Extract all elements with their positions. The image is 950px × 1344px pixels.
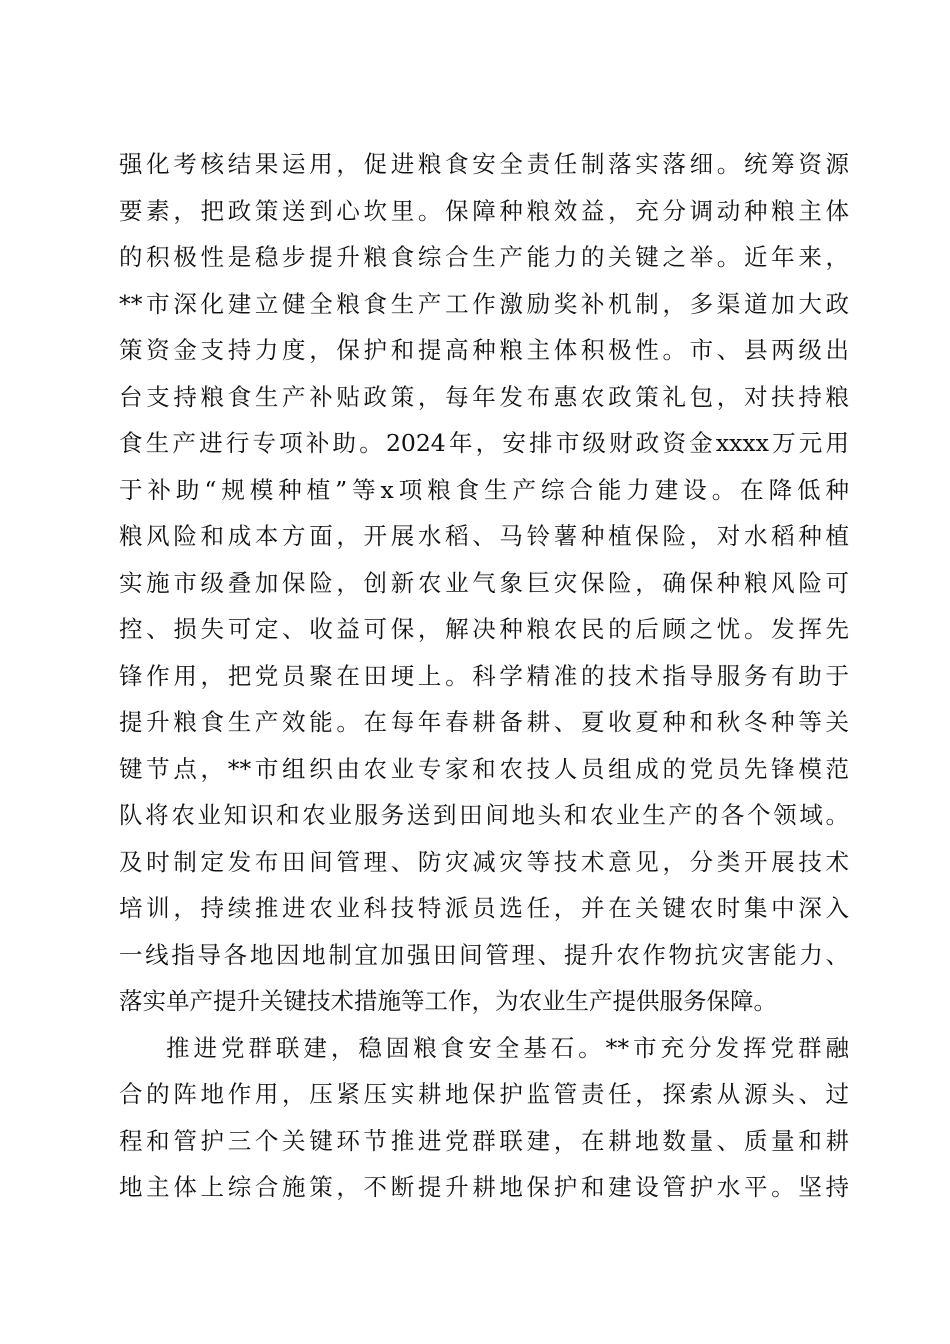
text-line: 键节点，**市组织由农业专家和农技人员组成的党员先锋模范 <box>119 754 849 783</box>
text-line: 食生产进行专项补助。2024年，安排市级财政资金xxxx万元用 <box>119 429 849 457</box>
text-line: 台支持粮食生产补贴政策，每年发布惠农政策礼包，对扶持粮 <box>119 382 849 411</box>
text-line: 队将农业知识和农业服务送到田间地头和农业生产的各个领域。 <box>119 801 849 829</box>
paragraph-first-line: 推进党群联建，稳固粮食安全基石。**市充分发挥党群融 <box>166 1033 849 1062</box>
text-line: 控、损失可定、收益可保，解决种粮农民的后顾之忧。发挥先 <box>119 615 849 643</box>
text-line: 要素，把政策送到心坎里。保障种粮效益，充分调动种粮主体 <box>119 196 849 225</box>
text-line: 提升粮食生产效能。在每年春耕备耕、夏收夏种和秋冬种等关 <box>119 708 849 736</box>
text-line: 地主体上综合施策，不断提升耕地保护和建设管护水平。坚持 <box>119 1173 849 1201</box>
text-line: 及时制定发布田间管理、防灾减灾等技术意见，分类开展技术 <box>119 847 849 876</box>
text-line: 培训，持续推进农业科技特派员选任，并在关键农时集中深入 <box>119 894 849 922</box>
text-line: 锋作用，把党员聚在田埂上。科学精准的技术指导服务有助于 <box>119 661 849 690</box>
text-line: 实施市级叠加保险，创新农业气象巨灾保险，确保种粮风险可 <box>119 568 849 597</box>
text-line: 粮风险和成本方面，开展水稻、马铃薯种植保险，对水稻种植 <box>119 522 849 550</box>
text-line: 程和管护三个关键环节推进党群联建，在耕地数量、质量和耕 <box>119 1126 849 1155</box>
body-text <box>119 141 849 1211</box>
text-line: 强化考核结果运用，促进粮食安全责任制落实落细。统筹资源 <box>119 150 849 178</box>
text-line: 的积极性是稳步提升粮食综合生产能力的关键之举。近年来， <box>119 243 849 271</box>
text-line: 一线指导各地因地制宜加强田间管理、提升农作物抗灾害能力、 <box>119 940 849 969</box>
text-line: 策资金支持力度，保护和提高种粮主体积极性。市、县两级出 <box>119 336 849 364</box>
text-line: 于补助“规模种植”等x项粮食生产综合能力建设。在降低种 <box>119 475 849 504</box>
text-line: 合的阵地作用，压紧压实耕地保护监管责任，探索从源头、过 <box>119 1080 849 1108</box>
text-line: **市深化建立健全粮食生产工作激励奖补机制，多渠道加大政 <box>119 289 849 318</box>
paragraph-end-line: 落实单产提升关键技术措施等工作，为农业生产提供服务保障。 <box>119 987 777 1015</box>
